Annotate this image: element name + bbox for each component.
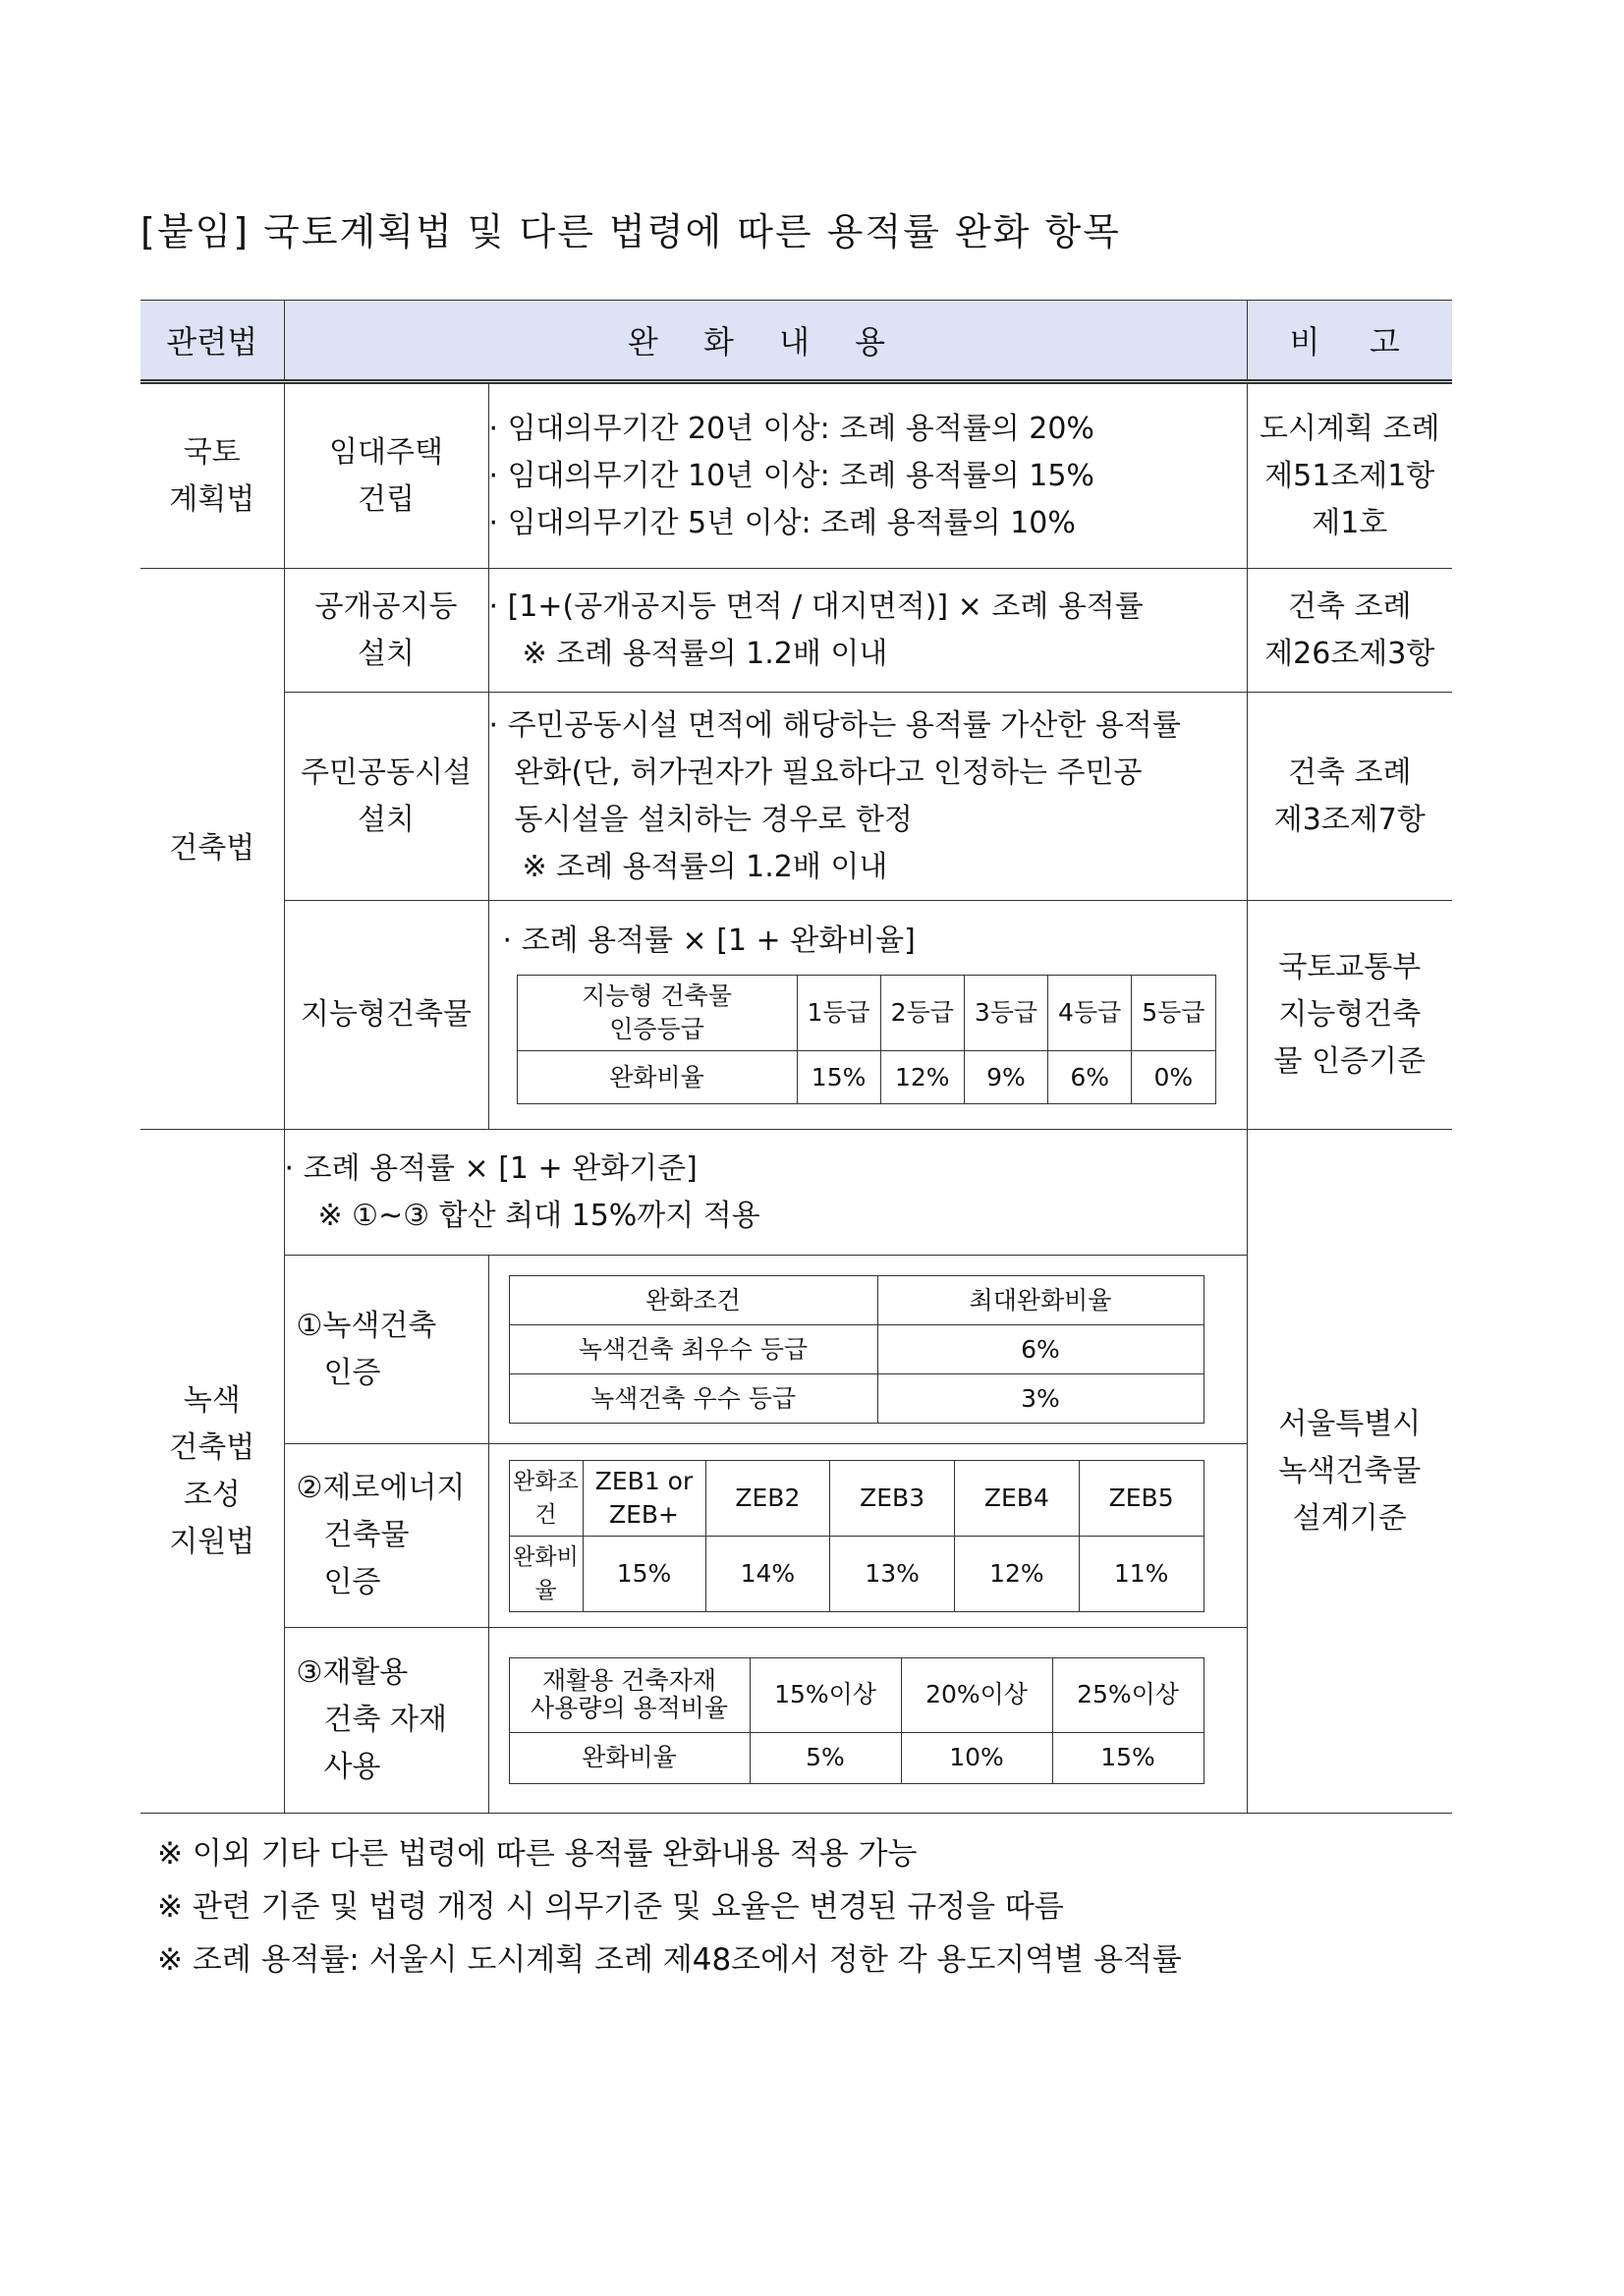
zeb-col: ZEB4 xyxy=(955,1460,1080,1536)
item-label: 지능형건축물 xyxy=(301,997,472,1032)
note-cell xyxy=(1247,569,1452,693)
item-label: 임대주택 xyxy=(329,434,443,470)
table-row xyxy=(140,1130,1452,1256)
item-cell xyxy=(284,1628,488,1814)
rate-header: 완화비율 xyxy=(509,1732,750,1783)
content-cell xyxy=(488,382,1247,569)
cond-header xyxy=(509,1657,750,1732)
smart-building-table xyxy=(517,975,1216,1104)
content-line: · 임대의무기간 5년 이상: 조례 용적률의 10% xyxy=(488,505,1076,540)
grade-header-line: 지능형 건축물 xyxy=(582,981,732,1010)
item-label: 인증 xyxy=(323,1355,381,1390)
note-label: 건축 조례 xyxy=(1288,755,1412,790)
law-label: 녹색 xyxy=(183,1382,241,1418)
rate-cell: 11% xyxy=(1079,1536,1204,1611)
table-row xyxy=(140,569,1452,693)
page-title: [붙임] 국토계획법 및 다른 법령에 따른 용적률 완화 항목 xyxy=(140,210,1121,253)
content-line: · 조례 용적률 × [1 + 완화비율] xyxy=(502,924,916,958)
note-label: 건축 조례 xyxy=(1288,588,1412,624)
content-line: · 조례 용적률 × [1 + 완화기준] xyxy=(284,1150,698,1186)
item-cell xyxy=(284,1444,488,1628)
grade-header xyxy=(517,976,797,1051)
note-label: 제51조제1항 xyxy=(1264,458,1435,493)
content-cell xyxy=(488,1256,1247,1444)
note-label: 녹색건축물 xyxy=(1278,1453,1422,1488)
note-label: 제26조제3항 xyxy=(1264,636,1435,671)
note-label: 국토교통부 xyxy=(1278,950,1422,984)
table-header-row xyxy=(140,301,1452,382)
table-row xyxy=(140,693,1452,901)
content-cell xyxy=(488,693,1247,901)
rate-cell: 15% xyxy=(797,1051,880,1104)
header-note: 비 고 xyxy=(1247,301,1452,382)
rate-cell: 12% xyxy=(880,1051,964,1104)
law-cell xyxy=(140,1130,284,1814)
content-line: 완화(단, 허가권자가 필요하다고 인정하는 주민공 xyxy=(514,755,1143,790)
item-cell xyxy=(284,1256,488,1444)
item-label: 설치 xyxy=(358,636,415,671)
green-cert-table xyxy=(509,1275,1204,1424)
content-line: · [1+(공개공지등 면적 / 대지면적)] × 조례 용적률 xyxy=(488,588,1144,624)
recycle-col: 20%이상 xyxy=(901,1657,1052,1732)
zeb-col xyxy=(583,1460,705,1536)
relaxation-table xyxy=(140,300,1452,1814)
zeb-table xyxy=(509,1460,1204,1612)
cond-header-line: 사용량의 용적비율 xyxy=(530,1694,729,1722)
item-label: 건축물 xyxy=(323,1518,410,1552)
rate-header: 완화비율 xyxy=(509,1536,583,1611)
law-label: 계획법 xyxy=(169,481,255,517)
content-cell xyxy=(488,1444,1247,1628)
rate-cell: 15% xyxy=(1052,1732,1204,1783)
content-line: · 임대의무기간 20년 이상: 조례 용적률의 20% xyxy=(488,411,1094,446)
law-label: 국토 xyxy=(183,434,241,470)
note-label: 서울특별시 xyxy=(1278,1406,1422,1441)
cond-cell: 녹색건축 우수 등급 xyxy=(509,1374,877,1424)
item-cell xyxy=(284,382,488,569)
content-line: 동시설을 설치하는 경우로 한정 xyxy=(514,802,913,837)
item-label: 공개공지등 xyxy=(314,588,458,624)
content-note-line: ※ 조례 용적률의 1.2배 이내 xyxy=(522,849,888,884)
rate-cell: 10% xyxy=(901,1732,1052,1783)
note-cell xyxy=(1247,693,1452,901)
recycle-col: 25%이상 xyxy=(1052,1657,1204,1732)
content-cell xyxy=(488,1628,1247,1814)
note-cell xyxy=(1247,1130,1452,1814)
item-cell xyxy=(284,693,488,901)
rate-cell: 12% xyxy=(955,1536,1080,1611)
item-label: 인증 xyxy=(323,1565,381,1599)
grade-cell: 4등급 xyxy=(1048,976,1132,1051)
item-label: 건축 자재 xyxy=(323,1703,447,1737)
zeb-col: ZEB5 xyxy=(1079,1460,1204,1536)
grade-cell: 2등급 xyxy=(880,976,964,1051)
note-label: 제3조제7항 xyxy=(1273,802,1426,837)
rate-cell: 0% xyxy=(1132,1051,1215,1104)
cond-cell: 녹색건축 최우수 등급 xyxy=(509,1325,877,1374)
note-label: 제1호 xyxy=(1312,505,1388,540)
note-cell xyxy=(1247,901,1452,1130)
item-label: ②제로에너지 xyxy=(296,1471,466,1505)
item-label: 주민공동시설 xyxy=(301,755,472,790)
item-label: 사용 xyxy=(323,1750,381,1784)
rate-cell: 13% xyxy=(830,1536,955,1611)
rate-cell: 3% xyxy=(877,1374,1204,1424)
content-note-line: ※ ①~③ 합산 최대 15%까지 적용 xyxy=(317,1198,760,1233)
rate-cell: 6% xyxy=(1048,1051,1132,1104)
law-cell xyxy=(140,382,284,569)
recycle-table xyxy=(509,1657,1204,1784)
grade-cell: 1등급 xyxy=(797,976,880,1051)
law-cell xyxy=(140,569,284,1130)
zeb-col-line: ZEB1 or xyxy=(594,1466,694,1495)
content-note-line: ※ 조례 용적률의 1.2배 이내 xyxy=(522,636,888,671)
law-label: 조성 xyxy=(183,1477,241,1512)
rate-cell: 15% xyxy=(583,1536,705,1611)
grade-cell: 5등급 xyxy=(1132,976,1215,1051)
recycle-col: 15%이상 xyxy=(750,1657,901,1732)
item-label: 설치 xyxy=(358,802,415,837)
note-label: 설계기준 xyxy=(1292,1500,1407,1536)
footnote: ※ 이외 기타 다른 법령에 따른 용적률 완화내용 적용 가능 xyxy=(157,1836,918,1872)
rate-cell: 6% xyxy=(877,1325,1204,1374)
content-cell xyxy=(284,1130,1247,1256)
grade-header-line: 인증등급 xyxy=(609,1015,704,1043)
relaxation-table-wrapper xyxy=(140,300,1452,1814)
max-rate-header: 최대완화비율 xyxy=(877,1276,1204,1325)
header-content: 완 화 내 용 xyxy=(284,301,1247,382)
table-row xyxy=(140,382,1452,569)
footnote: ※ 관련 기준 및 법령 개정 시 의무기준 및 요율은 변경된 규정을 따름 xyxy=(157,1889,1064,1925)
cond-header: 완화조건 xyxy=(509,1460,583,1536)
law-label: 건축법 xyxy=(169,1429,255,1465)
note-cell xyxy=(1247,382,1452,569)
footnotes xyxy=(157,1827,1182,1987)
item-label: 건립 xyxy=(358,481,415,517)
rate-cell: 5% xyxy=(750,1732,901,1783)
item-label: ③재활용 xyxy=(296,1655,409,1690)
item-cell xyxy=(284,569,488,693)
rate-cell: 9% xyxy=(964,1051,1047,1104)
rate-header: 완화비율 xyxy=(517,1051,797,1104)
note-label: 물 인증기준 xyxy=(1273,1044,1426,1079)
cond-header-line: 재활용 건축자재 xyxy=(542,1666,716,1695)
item-cell xyxy=(284,901,488,1130)
content-cell xyxy=(488,569,1247,693)
header-law: 관련법 xyxy=(140,301,284,382)
content-line: · 주민공동시설 면적에 해당하는 용적률 가산한 용적률 xyxy=(488,707,1181,743)
zeb-col: ZEB2 xyxy=(705,1460,830,1536)
item-label: ①녹색건축 xyxy=(296,1308,437,1343)
cond-header: 완화조건 xyxy=(509,1276,877,1325)
note-label: 지능형건축 xyxy=(1278,997,1422,1032)
footnote: ※ 조례 용적률: 서울시 도시계획 조례 제48조에서 정한 각 용도지역별 용적률 xyxy=(157,1942,1182,1978)
content-cell xyxy=(488,901,1247,1130)
zeb-col-line: ZEB+ xyxy=(608,1499,680,1529)
zeb-col: ZEB3 xyxy=(830,1460,955,1536)
note-label: 도시계획 조례 xyxy=(1260,411,1440,446)
content-line: · 임대의무기간 10년 이상: 조례 용적률의 15% xyxy=(488,458,1094,493)
table-row xyxy=(140,901,1452,1130)
rate-cell: 14% xyxy=(705,1536,830,1611)
law-label: 건축법 xyxy=(169,831,255,866)
law-label: 지원법 xyxy=(169,1524,255,1559)
grade-cell: 3등급 xyxy=(964,976,1047,1051)
